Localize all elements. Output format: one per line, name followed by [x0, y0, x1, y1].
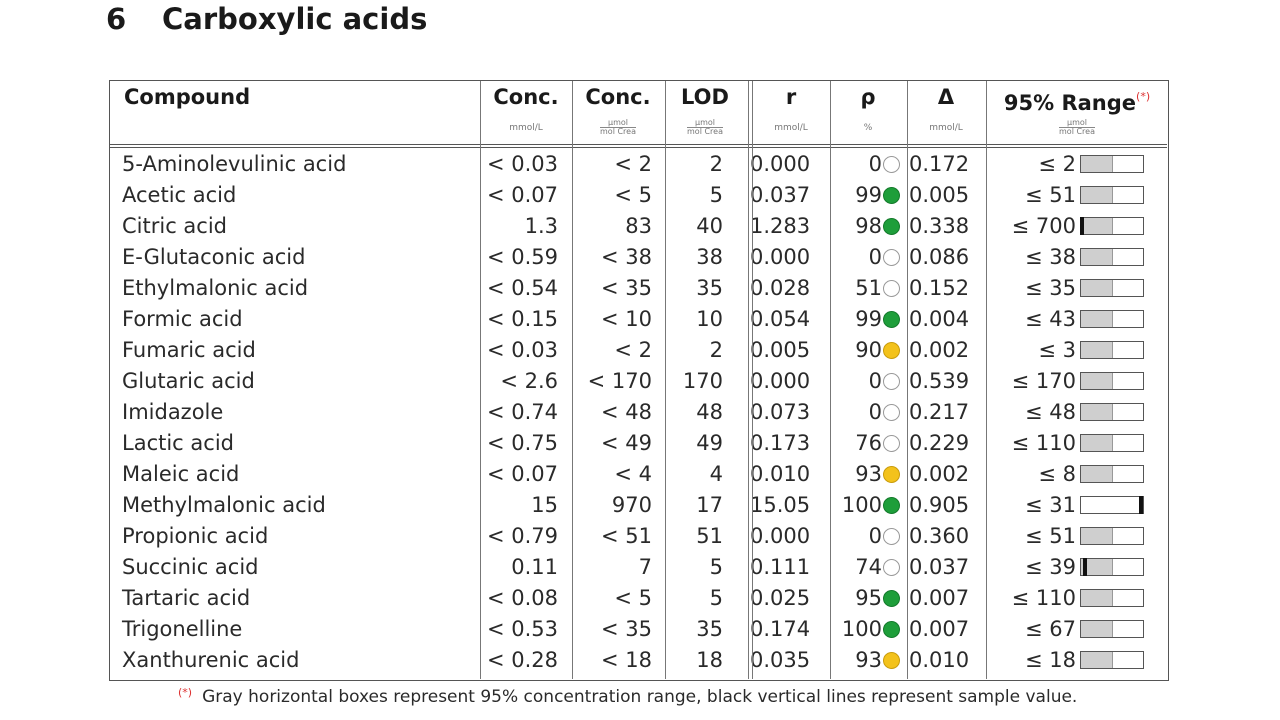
cell-r: 0.000 [750, 524, 811, 548]
cell-delta: 0.217 [909, 400, 970, 424]
range-box [1080, 186, 1144, 204]
cell-r: 0.037 [750, 183, 811, 207]
cell-delta: 0.002 [909, 338, 970, 362]
cell-lod: 49 [696, 431, 723, 455]
sample-value-marker [1080, 217, 1084, 235]
header-unit [988, 119, 1166, 137]
cell-range: ≤ 170 [1011, 369, 1076, 393]
cell-conc2: < 10 [601, 307, 652, 331]
cell-conc2: < 49 [601, 431, 652, 455]
cell-rho: 0 [868, 400, 882, 424]
header-label: Conc. [493, 85, 559, 109]
header-range [988, 81, 1166, 123]
cell-r: 0.000 [750, 369, 811, 393]
unit-numerator: µmol [687, 119, 723, 128]
cell-compound: Propionic acid [122, 524, 269, 548]
cell-r: 15.05 [750, 493, 811, 517]
cell-lod: 5 [709, 183, 723, 207]
cell-lod: 35 [696, 276, 723, 300]
cell-rho: 90 [855, 338, 882, 362]
range-box [1080, 558, 1144, 576]
table-row [110, 614, 1167, 645]
unit-text: % [863, 123, 873, 133]
cell-r: 0.025 [750, 586, 811, 610]
cell-r: 0.000 [750, 152, 811, 176]
column-divider [986, 81, 987, 679]
unit-denominator: mol Crea [600, 127, 636, 136]
cell-compound: 5-Aminolevulinic acid [122, 152, 347, 176]
cell-range: ≤ 67 [1025, 617, 1076, 641]
empty-circle-icon [883, 559, 900, 576]
cell-r: 0.005 [750, 338, 811, 362]
cell-compound: Glutaric acid [122, 369, 255, 393]
empty-circle-icon [883, 156, 900, 173]
cell-delta: 0.086 [909, 245, 970, 269]
cell-compound: Ethylmalonic acid [122, 276, 309, 300]
cell-conc1: < 2.6 [500, 369, 558, 393]
header-unit [832, 119, 904, 137]
column-divider [907, 81, 908, 679]
cell-conc1: < 0.08 [486, 586, 558, 610]
cell-rho: 74 [855, 555, 882, 579]
header-label: Δ [937, 85, 955, 109]
cell-compound: Imidazole [122, 400, 224, 424]
cell-rho: 51 [855, 276, 882, 300]
cell-rho: 93 [855, 462, 882, 486]
range-fill [1081, 590, 1113, 606]
cell-compound: Citric acid [122, 214, 227, 238]
cell-range: ≤ 48 [1025, 400, 1076, 424]
range-box [1080, 465, 1144, 483]
unit-text: mmol/L [929, 123, 963, 133]
cell-lod: 170 [682, 369, 723, 393]
cell-conc1: < 0.59 [486, 245, 558, 269]
range-box [1080, 310, 1144, 328]
unit-denominator: mol Crea [687, 127, 723, 136]
cell-conc2: < 48 [601, 400, 652, 424]
cell-range: ≤ 35 [1025, 276, 1076, 300]
empty-circle-icon [883, 404, 900, 421]
unit-text: mmol/L [509, 123, 543, 133]
table-row [110, 242, 1167, 273]
range-fill [1081, 187, 1113, 203]
cell-conc1: 15 [531, 493, 558, 517]
cell-r: 0.054 [750, 307, 811, 331]
cell-rho: 100 [841, 493, 882, 517]
cell-range: ≤ 8 [1038, 462, 1076, 486]
header-lod [667, 81, 743, 123]
table-header-double-border [110, 147, 1167, 148]
cell-lod: 48 [696, 400, 723, 424]
cell-rho: 0 [868, 369, 882, 393]
range-fill [1081, 466, 1113, 482]
header-label: Conc. [585, 85, 651, 109]
table-row [110, 273, 1167, 304]
sample-value-marker [1083, 558, 1087, 576]
cell-lod: 2 [709, 338, 723, 362]
cell-conc2: < 2 [614, 338, 652, 362]
cell-compound: Lactic acid [122, 431, 234, 455]
empty-circle-icon [883, 528, 900, 545]
cell-r: 0.111 [750, 555, 811, 579]
range-box [1080, 341, 1144, 359]
cell-delta: 0.229 [909, 431, 970, 455]
table-row [110, 335, 1167, 366]
cell-lod: 38 [696, 245, 723, 269]
yellow-dot-icon [883, 652, 900, 669]
range-fill [1081, 404, 1113, 420]
cell-range: ≤ 110 [1011, 586, 1076, 610]
table-row [110, 304, 1167, 335]
empty-circle-icon [883, 373, 900, 390]
table-row [110, 552, 1167, 583]
range-box [1080, 279, 1144, 297]
section-title [106, 2, 427, 36]
cell-conc1: 1.3 [524, 214, 558, 238]
header-footnote-mark: (*) [1136, 90, 1151, 103]
cell-range: ≤ 51 [1025, 183, 1076, 207]
header-label: LOD [681, 85, 729, 109]
cell-delta: 0.004 [909, 307, 970, 331]
cell-compound: Trigonelline [122, 617, 243, 641]
empty-circle-icon [883, 435, 900, 452]
cell-range: ≤ 38 [1025, 245, 1076, 269]
header-label: 95% Range [1003, 91, 1137, 115]
cell-conc2: < 170 [587, 369, 652, 393]
range-fill [1081, 218, 1113, 234]
range-fill [1081, 373, 1113, 389]
range-fill [1081, 311, 1113, 327]
cell-rho: 0 [868, 152, 882, 176]
cell-delta: 0.037 [909, 555, 970, 579]
unit-numerator: µmol [600, 119, 636, 128]
empty-circle-icon [883, 249, 900, 266]
cell-range: ≤ 2 [1038, 152, 1076, 176]
unit-numerator: µmol [1059, 119, 1095, 128]
cell-rho: 95 [855, 586, 882, 610]
cell-conc2: 83 [625, 214, 652, 238]
cell-delta: 0.539 [909, 369, 970, 393]
range-box [1080, 589, 1144, 607]
cell-range: ≤ 700 [1011, 214, 1076, 238]
cell-rho: 100 [841, 617, 882, 641]
cell-compound: Succinic acid [122, 555, 259, 579]
cell-delta: 0.005 [909, 183, 970, 207]
green-dot-icon [883, 590, 900, 607]
cell-conc1: < 0.28 [486, 648, 558, 672]
header-unit [667, 119, 743, 137]
table-row [110, 459, 1167, 490]
green-dot-icon [883, 497, 900, 514]
table-row [110, 366, 1167, 397]
cell-conc2: < 35 [601, 617, 652, 641]
cell-conc1: < 0.03 [486, 152, 558, 176]
green-dot-icon [883, 218, 900, 235]
cell-lod: 35 [696, 617, 723, 641]
column-divider [830, 81, 831, 679]
cell-range: ≤ 43 [1025, 307, 1076, 331]
cell-range: ≤ 18 [1025, 648, 1076, 672]
cell-conc2: 7 [638, 555, 652, 579]
cell-delta: 0.152 [909, 276, 970, 300]
table-row [110, 180, 1167, 211]
cell-conc1: < 0.54 [486, 276, 558, 300]
cell-rho: 99 [855, 307, 882, 331]
cell-rho: 0 [868, 245, 882, 269]
table-row [110, 397, 1167, 428]
cell-conc1: < 0.79 [486, 524, 558, 548]
table-row [110, 211, 1167, 242]
header-conc2 [574, 81, 662, 123]
green-dot-icon [883, 311, 900, 328]
cell-delta: 0.360 [909, 524, 970, 548]
header-unit [574, 119, 662, 137]
carboxylic-acids-table [109, 80, 1169, 681]
range-box [1080, 620, 1144, 638]
cell-conc1: 0.11 [511, 555, 558, 579]
cell-conc1: < 0.03 [486, 338, 558, 362]
cell-delta: 0.010 [909, 648, 970, 672]
cell-compound: Tartaric acid [122, 586, 251, 610]
cell-conc1: < 0.07 [486, 462, 558, 486]
cell-delta: 0.338 [909, 214, 970, 238]
header-label: ρ [860, 85, 876, 109]
cell-range: ≤ 110 [1011, 431, 1076, 455]
range-box [1080, 527, 1144, 545]
header-compound [124, 81, 424, 123]
cell-conc1: < 0.75 [486, 431, 558, 455]
cell-lod: 5 [709, 555, 723, 579]
sample-value-marker [1139, 496, 1143, 514]
cell-rho: 93 [855, 648, 882, 672]
cell-r: 1.283 [750, 214, 811, 238]
cell-range: ≤ 39 [1025, 555, 1076, 579]
cell-lod: 10 [696, 307, 723, 331]
header-unit [482, 119, 570, 137]
header-unit [909, 119, 983, 137]
column-divider [665, 81, 666, 679]
range-fill [1081, 280, 1113, 296]
green-dot-icon [883, 621, 900, 638]
range-box [1080, 248, 1144, 266]
cell-rho: 76 [855, 431, 882, 455]
header-label: r [785, 85, 797, 109]
cell-conc2: < 5 [614, 586, 652, 610]
cell-lod: 51 [696, 524, 723, 548]
cell-lod: 2 [709, 152, 723, 176]
cell-r: 0.173 [750, 431, 811, 455]
cell-lod: 5 [709, 586, 723, 610]
cell-compound: E-Glutaconic acid [122, 245, 306, 269]
cell-conc1: < 0.15 [486, 307, 558, 331]
footnote-text: Gray horizontal boxes represent 95% concentration range, black vertical lines represent sample value. [202, 687, 1078, 707]
cell-conc1: < 0.74 [486, 400, 558, 424]
range-box [1080, 434, 1144, 452]
table-row [110, 428, 1167, 459]
cell-r: 0.010 [750, 462, 811, 486]
cell-lod: 4 [709, 462, 723, 486]
green-dot-icon [883, 187, 900, 204]
cell-r: 0.035 [750, 648, 811, 672]
section-number: 6 [106, 2, 127, 36]
cell-range: ≤ 3 [1038, 338, 1076, 362]
cell-conc2: < 4 [614, 462, 652, 486]
table-row [110, 490, 1167, 521]
range-fill [1081, 652, 1113, 668]
cell-r: 0.000 [750, 245, 811, 269]
cell-conc2: < 2 [614, 152, 652, 176]
cell-r: 0.174 [750, 617, 811, 641]
cell-lod: 18 [696, 648, 723, 672]
column-divider [572, 81, 573, 679]
range-fill [1081, 249, 1113, 265]
header-delta [909, 81, 983, 123]
table-row [110, 149, 1167, 180]
cell-rho: 98 [855, 214, 882, 238]
section-title-text: Carboxylic acids [162, 2, 428, 36]
cell-r: 0.028 [750, 276, 811, 300]
range-fill [1081, 435, 1113, 451]
cell-conc2: < 38 [601, 245, 652, 269]
cell-delta: 0.172 [909, 152, 970, 176]
cell-lod: 40 [696, 214, 723, 238]
cell-compound: Methylmalonic acid [122, 493, 326, 517]
cell-delta: 0.007 [909, 617, 970, 641]
yellow-dot-icon [883, 342, 900, 359]
table-row [110, 521, 1167, 552]
table-row [110, 645, 1167, 676]
cell-conc1: < 0.53 [486, 617, 558, 641]
cell-rho: 99 [855, 183, 882, 207]
range-box [1080, 155, 1144, 173]
column-divider [480, 81, 481, 679]
cell-delta: 0.002 [909, 462, 970, 486]
range-fill [1081, 528, 1113, 544]
cell-conc2: < 51 [601, 524, 652, 548]
cell-compound: Acetic acid [122, 183, 237, 207]
unit-denominator: mol Crea [1059, 127, 1095, 136]
footnote-mark: (*) [178, 686, 193, 699]
cell-delta: 0.007 [909, 586, 970, 610]
range-box [1080, 372, 1144, 390]
header-conc1 [482, 81, 570, 123]
cell-compound: Xanthurenic acid [122, 648, 300, 672]
cell-conc2: 970 [611, 493, 652, 517]
range-fill [1081, 621, 1113, 637]
cell-range: ≤ 51 [1025, 524, 1076, 548]
range-box [1080, 217, 1144, 235]
cell-compound: Maleic acid [122, 462, 240, 486]
range-box [1080, 403, 1144, 421]
table-footnote [178, 686, 1077, 707]
range-box [1080, 496, 1144, 514]
header-label: Compound [124, 85, 251, 109]
column-divider [752, 81, 753, 679]
cell-compound: Fumaric acid [122, 338, 256, 362]
cell-compound: Formic acid [122, 307, 243, 331]
header-r [754, 81, 828, 123]
cell-conc2: < 18 [601, 648, 652, 672]
cell-conc2: < 5 [614, 183, 652, 207]
range-box [1080, 651, 1144, 669]
range-fill [1081, 156, 1113, 172]
header-unit [754, 119, 828, 137]
unit-text: mmol/L [774, 123, 808, 133]
table-row [110, 583, 1167, 614]
cell-lod: 17 [696, 493, 723, 517]
cell-range: ≤ 31 [1025, 493, 1076, 517]
cell-conc1: < 0.07 [486, 183, 558, 207]
cell-rho: 0 [868, 524, 882, 548]
empty-circle-icon [883, 280, 900, 297]
yellow-dot-icon [883, 466, 900, 483]
cell-r: 0.073 [750, 400, 811, 424]
range-fill [1081, 342, 1113, 358]
column-divider [748, 81, 749, 679]
cell-delta: 0.905 [909, 493, 970, 517]
cell-conc2: < 35 [601, 276, 652, 300]
header-rho [832, 81, 904, 123]
